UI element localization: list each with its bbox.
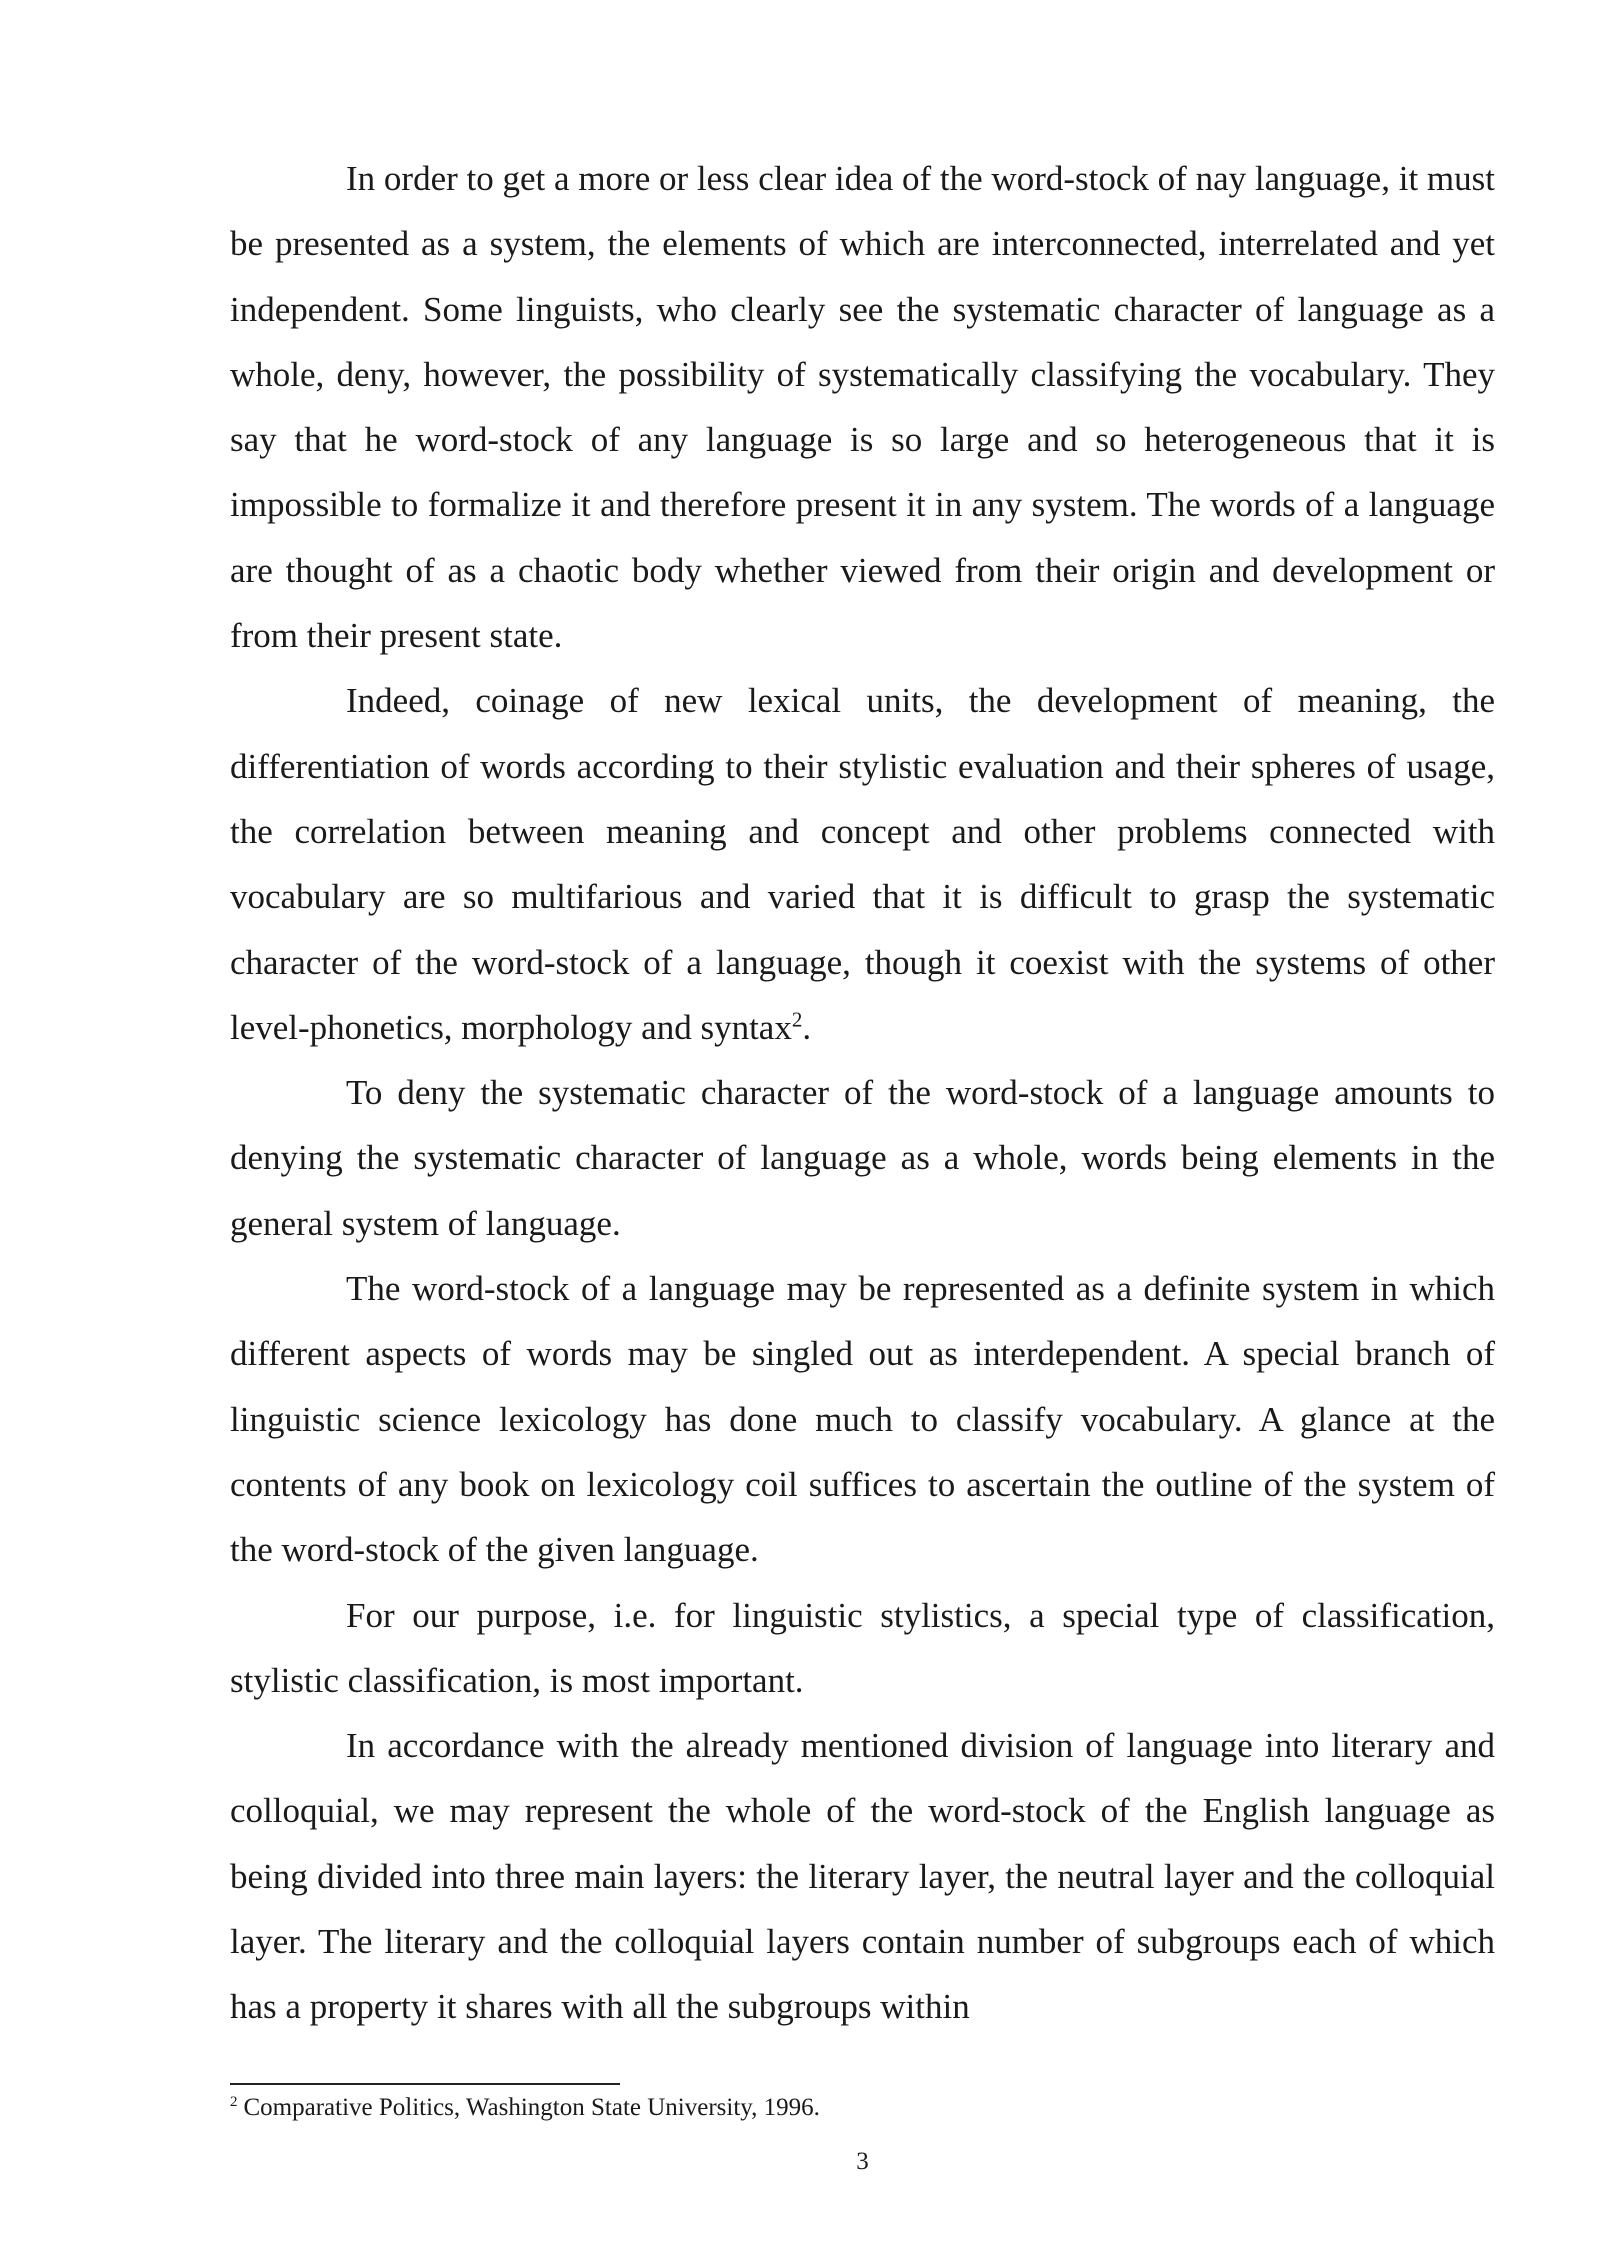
paragraph: The word-stock of a language may be represented as a definite system in which different aspects of words may be singled out as interdependent. A special branch of linguistic science lexicology has done much to classify vocabulary. A glance at the contents of any book on lexicology coil suffices to ascertain the outline of the system of the word-stock of the given language. [230, 1269, 1495, 1570]
paragraph: For our purpose, i.e. for linguistic stylistics, a special type of classification, stylistic classification, is most important. [230, 1595, 1495, 1700]
paragraph: In order to get a more or less clear idea of the word-stock of nay language, it must be presented as a system, the elements of which are interconnected, interrelated and yet independent. Some linguists, who clearly see the systematic character of language as a whole, deny, however, the possibility of systematically classifying the vocabulary. They say that he word-stock of any language is so large and so heterogeneous that it is impossible to formalize it and therefore present it in any system. The words of a language are thought of as a chaotic body whether viewed from their origin and development or from their present state. [230, 159, 1495, 656]
paragraph-text: Indeed, coinage of new lexical units, the development of meaning, the differentiation of words according to their stylistic evaluation and their spheres of usage, the correlation between meaning and concept and other problems connected with vocabulary are so multifarious and varied that it is difficult to grasp the systematic character of the word-stock of a language, though it coexist with the systems of other level-phonetics, morphology and syntax [230, 681, 1495, 1047]
paragraph-text-end: . [802, 1007, 812, 1047]
paragraph: To deny the systematic character of the word-stock of a language amounts to denying the systematic character of language as a whole, words being elements in the general system of language. [230, 1073, 1495, 1243]
page-number: 3 [856, 2148, 869, 2175]
footnote-reference: 2 [791, 1007, 803, 1032]
body-text [230, 146, 1495, 2040]
paragraph: In accordance with the already mentioned division of language into literary and colloquial, we may represent the whole of the word-stock of the English language as being divided into three main layers: the literary layer, the neutral layer and the colloquial layer. The literary and the colloquial layers contain number of subgroups each of which has a property it shares with all the subgroups within [230, 1726, 1495, 2027]
footnote-text: Comparative Politics, Washington State University, 1996. [243, 2094, 820, 2121]
footnote-marker: 2 [230, 2093, 238, 2110]
footnote-separator [230, 2083, 620, 2085]
paragraph [230, 668, 1495, 1060]
footnote [230, 2092, 1495, 2124]
